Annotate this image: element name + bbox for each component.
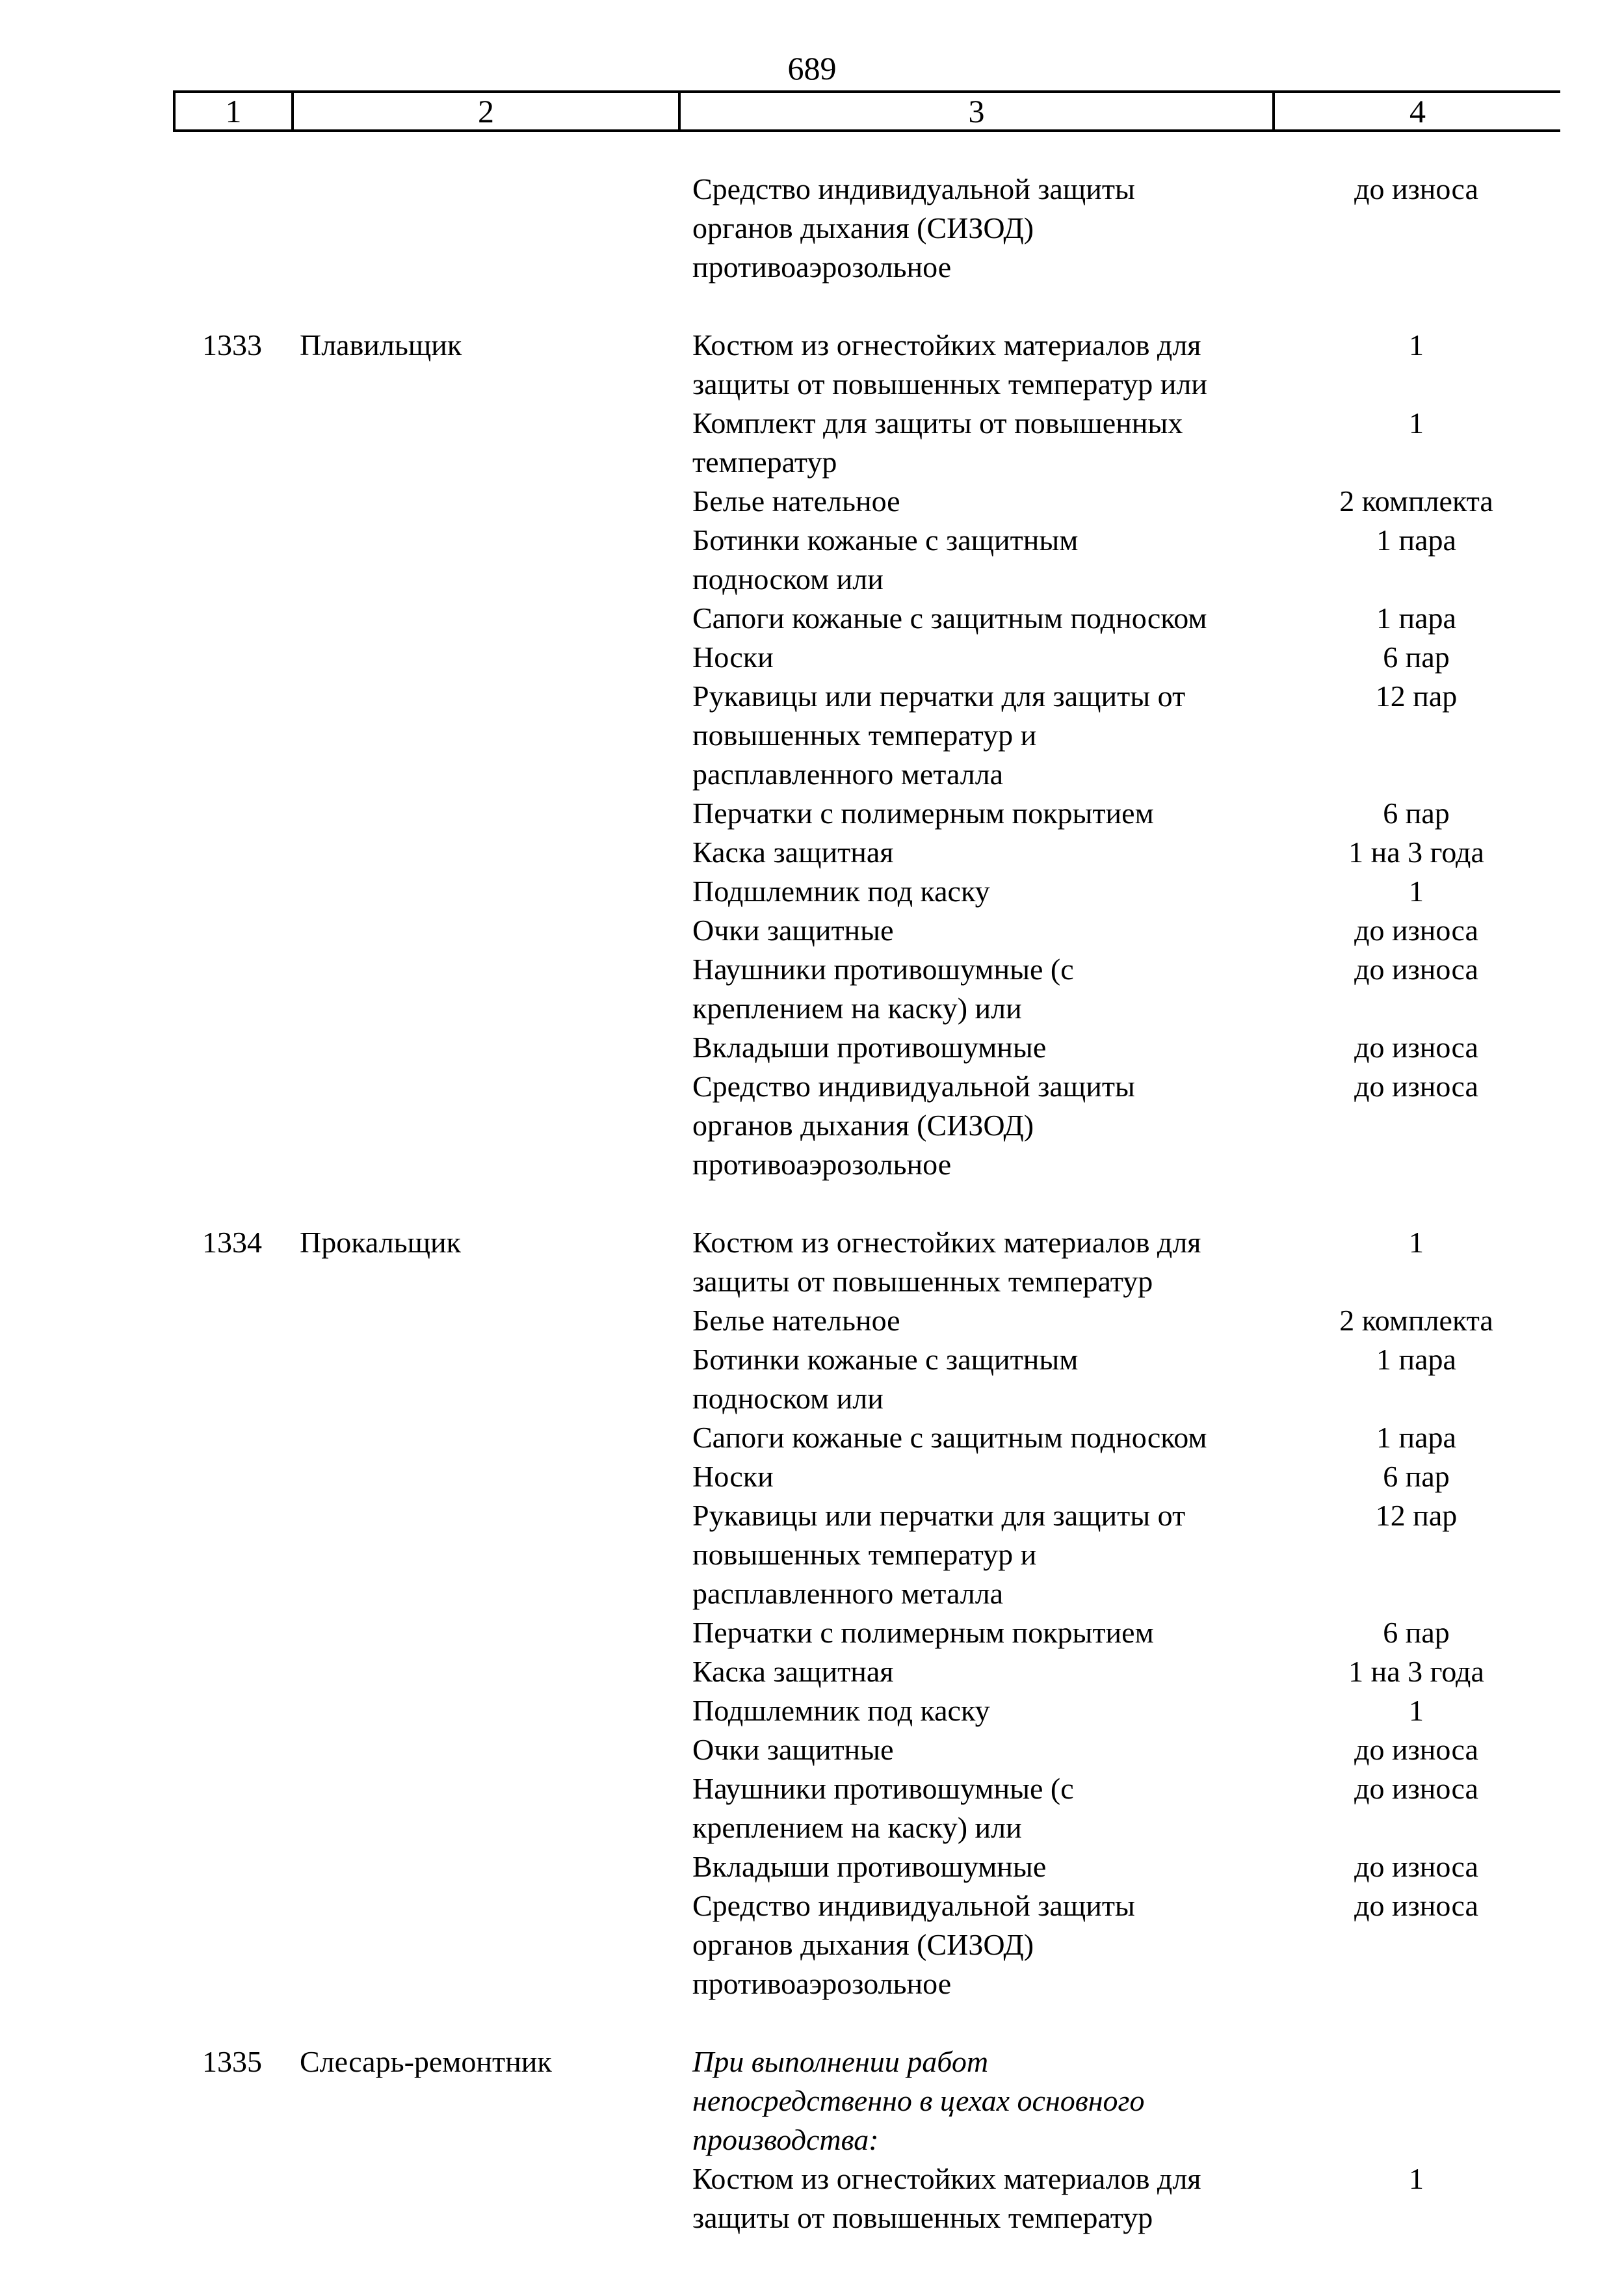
item-line: повышенных температур и [692, 1538, 1037, 1571]
equipment-item [692, 599, 1290, 638]
table-row [0, 1847, 1624, 1886]
table-row [0, 677, 1624, 794]
item-quantity: 12 пар [1375, 680, 1458, 713]
profession-entry [0, 2042, 1624, 2237]
item-quantity: 1 [1409, 1226, 1424, 1259]
item-line: Вкладыши противошумные [692, 1031, 1047, 1064]
equipment-item [692, 1847, 1290, 1886]
equipment-item [692, 677, 1290, 794]
table-header [173, 90, 1560, 132]
item-line: Ботинки кожаные с защитным [692, 1343, 1079, 1376]
item-line: Каска защитная [692, 836, 894, 869]
item-line: Белье нательное [692, 1304, 900, 1337]
table-row [0, 2159, 1624, 2237]
header-col-1: 1 [173, 93, 291, 129]
item-line: Наушники противошумные (с [692, 953, 1074, 986]
equipment-item [692, 1340, 1290, 1418]
table-row [0, 1457, 1624, 1496]
condition-note [692, 2042, 1290, 2159]
item-line: Очки защитные [692, 914, 894, 947]
item-line: Подшлемник под каску [692, 1694, 990, 1727]
item-quantity: 2 комплекта [1339, 484, 1493, 518]
item-line: Сапоги кожаные с защитным подноском [692, 1421, 1207, 1454]
item-line: расплавленного металла [692, 1577, 1004, 1610]
item-line: Перчатки с полимерным покрытием [692, 1616, 1154, 1649]
item-quantity: 1 [1409, 328, 1424, 362]
item-line: Костюм из огнестойких материалов для [692, 2162, 1201, 2195]
item-line: Костюм из огнестойких материалов для [692, 1226, 1201, 1259]
table-row [0, 872, 1624, 911]
table-row [0, 1730, 1624, 1769]
profession-entry [0, 326, 1624, 1184]
item-quantity: 1 пара [1376, 1421, 1456, 1454]
item-line: Рукавицы или перчатки для защиты от [692, 680, 1186, 713]
table-row [0, 170, 1624, 287]
job-title: Плавильщик [300, 328, 462, 362]
job-title: Прокальщик [300, 1226, 462, 1259]
item-line: Каска защитная [692, 1655, 894, 1688]
equipment-item [692, 170, 1290, 287]
item-line: органов дыхания (СИЗОД) [692, 1928, 1034, 1961]
equipment-item [692, 1301, 1290, 1340]
item-line: Комплект для защиты от повышенных [692, 406, 1183, 440]
item-quantity: 1 на 3 года [1348, 836, 1484, 869]
table-row [0, 1301, 1624, 1340]
job-title: Слесарь-ремонтник [300, 2045, 552, 2078]
item-quantity: 1 [1409, 406, 1424, 440]
item-line: подноском или [692, 562, 884, 596]
entry-number: 1334 [202, 1226, 262, 1259]
table-row [0, 1028, 1624, 1067]
item-quantity: до износа [1354, 1772, 1478, 1805]
item-line: температур [692, 445, 837, 479]
item-line: подноском или [692, 1382, 884, 1415]
item-line: Носки [692, 640, 774, 674]
item-line: Ботинки кожаные с защитным [692, 523, 1079, 557]
item-quantity: до износа [1354, 1031, 1478, 1064]
equipment-item [692, 482, 1290, 521]
table-row [0, 1067, 1624, 1184]
item-line: Средство индивидуальной защиты [692, 172, 1135, 205]
item-quantity: 12 пар [1375, 1499, 1458, 1532]
equipment-item [692, 1067, 1290, 1184]
item-line: креплением на каску) или [692, 1811, 1022, 1844]
item-line: производства: [692, 2123, 879, 2156]
item-line: Белье нательное [692, 484, 900, 518]
table-row [0, 950, 1624, 1028]
item-line: Рукавицы или перчатки для защиты от [692, 1499, 1186, 1532]
item-line: защиты от повышенных температур [692, 2201, 1153, 2234]
table-row [0, 1652, 1624, 1691]
table-row [0, 794, 1624, 833]
item-line: Сапоги кожаные с защитным подноском [692, 601, 1207, 635]
table-row [0, 833, 1624, 872]
entry-spacer [0, 1184, 1624, 1223]
item-quantity: 6 пар [1383, 797, 1450, 830]
item-quantity: 1 [1409, 875, 1424, 908]
item-line: органов дыхания (СИЗОД) [692, 1109, 1034, 1142]
profession-entry [0, 1223, 1624, 2003]
item-quantity: 2 комплекта [1339, 1304, 1493, 1337]
equipment-item [692, 950, 1290, 1028]
item-line: Носки [692, 1460, 774, 1493]
item-line: Вкладыши противошумные [692, 1850, 1047, 1883]
table-row [0, 1691, 1624, 1730]
item-quantity: 1 на 3 года [1348, 1655, 1484, 1688]
table-row [0, 1613, 1624, 1652]
table-row [0, 1418, 1624, 1457]
equipment-item [692, 2159, 1290, 2237]
equipment-item [692, 326, 1290, 404]
table-row [0, 911, 1624, 950]
equipment-item [692, 1769, 1290, 1847]
page-number: 689 [787, 50, 837, 86]
entry-number: 1335 [202, 2045, 262, 2078]
item-line: Средство индивидуальной защиты [692, 1070, 1135, 1103]
item-line: непосредственно в цехах основного [692, 2084, 1145, 2117]
item-line: Костюм из огнестойких материалов для [692, 328, 1201, 362]
table-row [0, 404, 1624, 482]
item-line: защиты от повышенных температур или [692, 367, 1207, 401]
item-quantity: до износа [1354, 172, 1478, 205]
equipment-item [692, 404, 1290, 482]
item-line: Очки защитные [692, 1733, 894, 1766]
item-line: креплением на каску) или [692, 992, 1022, 1025]
header-col-2: 2 [291, 93, 678, 129]
item-quantity: 6 пар [1383, 640, 1450, 674]
equipment-item [692, 1028, 1290, 1067]
equipment-item [692, 1223, 1290, 1301]
item-line: защиты от повышенных температур [692, 1265, 1153, 1298]
table-row [0, 326, 1624, 404]
item-line: противоаэрозольное [692, 250, 952, 284]
item-quantity: до износа [1354, 1070, 1478, 1103]
equipment-item [692, 833, 1290, 872]
item-quantity: до износа [1354, 953, 1478, 986]
equipment-item [692, 911, 1290, 950]
table-row [0, 1340, 1624, 1418]
table-row [0, 521, 1624, 599]
table-body [0, 170, 1624, 2237]
item-quantity: 1 [1409, 1694, 1424, 1727]
equipment-item [692, 794, 1290, 833]
table-row [0, 1496, 1624, 1613]
item-quantity: 1 пара [1376, 601, 1456, 635]
table-row [0, 638, 1624, 677]
item-quantity: 1 пара [1376, 523, 1456, 557]
equipment-item [692, 1457, 1290, 1496]
item-line: Подшлемник под каску [692, 875, 990, 908]
header-col-3: 3 [678, 93, 1272, 129]
table-row [0, 1769, 1624, 1847]
item-line: расплавленного металла [692, 758, 1004, 791]
table-row [0, 599, 1624, 638]
item-quantity: до износа [1354, 1733, 1478, 1766]
equipment-item [692, 638, 1290, 677]
equipment-item [692, 1730, 1290, 1769]
equipment-item [692, 521, 1290, 599]
entry-spacer [0, 2003, 1624, 2042]
item-quantity: до износа [1354, 1850, 1478, 1883]
item-quantity: 6 пар [1383, 1460, 1450, 1493]
item-quantity: 1 [1409, 2162, 1424, 2195]
item-quantity: до износа [1354, 1889, 1478, 1922]
equipment-item [692, 1418, 1290, 1457]
equipment-item [692, 1652, 1290, 1691]
header-col-4: 4 [1272, 93, 1560, 129]
equipment-item [692, 1886, 1290, 2003]
item-line: противоаэрозольное [692, 1967, 952, 2000]
item-line: Средство индивидуальной защиты [692, 1889, 1135, 1922]
item-line: Перчатки с полимерным покрытием [692, 797, 1154, 830]
item-line: При выполнении работ [692, 2045, 989, 2078]
item-quantity: 6 пар [1383, 1616, 1450, 1649]
table-row [0, 2042, 1624, 2159]
equipment-item [692, 872, 1290, 911]
table-row [0, 1886, 1624, 2003]
item-line: Наушники противошумные (с [692, 1772, 1074, 1805]
table-row [0, 1223, 1624, 1301]
item-quantity: 1 пара [1376, 1343, 1456, 1376]
entry-number: 1333 [202, 328, 262, 362]
item-quantity: до износа [1354, 914, 1478, 947]
item-line: противоаэрозольное [692, 1148, 952, 1181]
equipment-item [692, 1691, 1290, 1730]
equipment-item [692, 1496, 1290, 1613]
entry-spacer [0, 287, 1624, 326]
item-line: органов дыхания (СИЗОД) [692, 211, 1034, 244]
item-line: повышенных температур и [692, 719, 1037, 752]
table-row [0, 482, 1624, 521]
equipment-item [692, 1613, 1290, 1652]
